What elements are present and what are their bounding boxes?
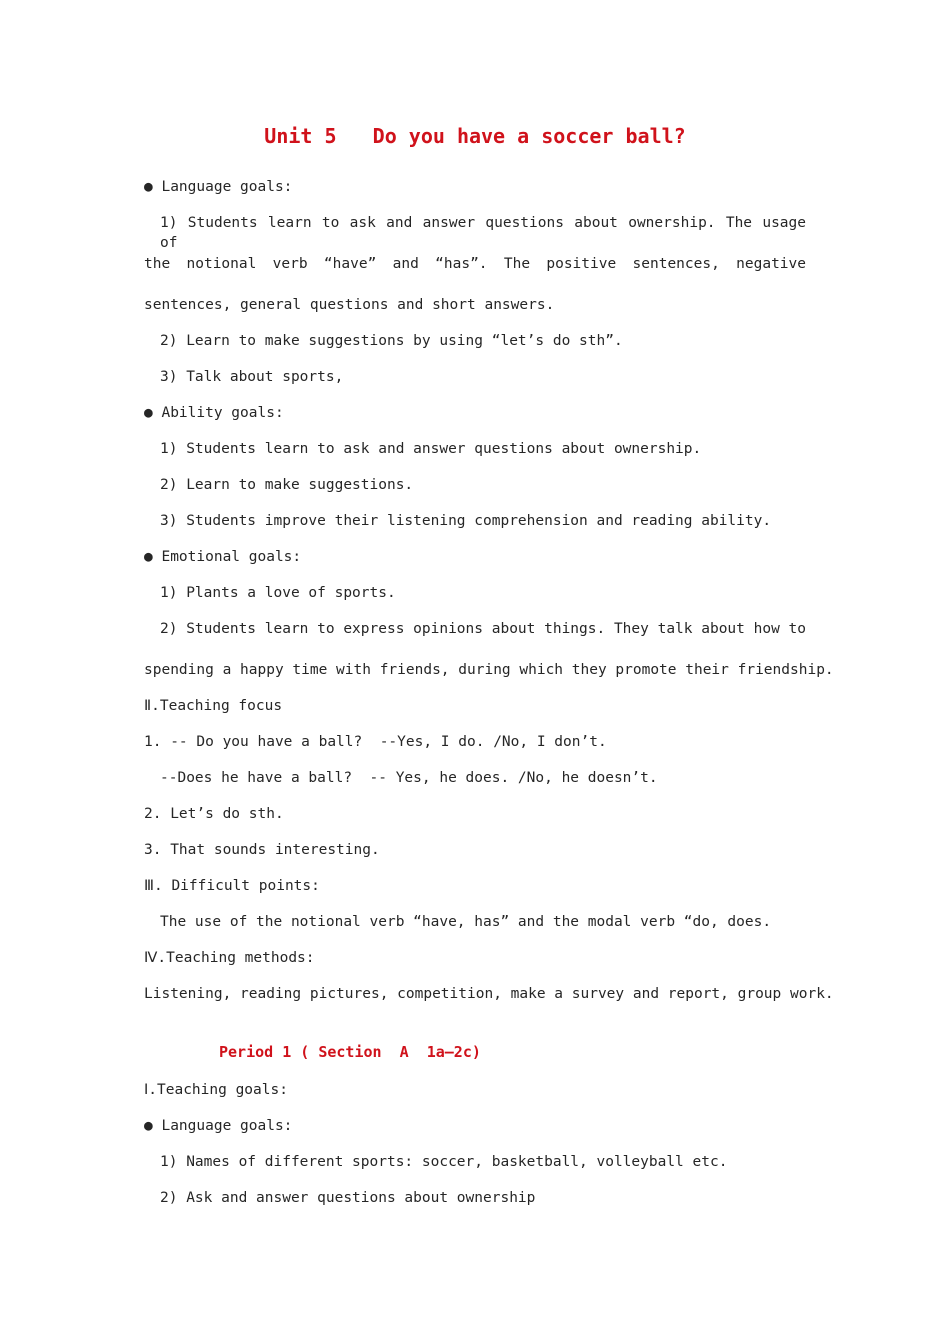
section-heading-teaching-methods: Ⅳ.Teaching methods: [144,950,315,966]
section-heading-language-goals: ● Language goals: [144,179,293,195]
paragraph-line: The use of the notional verb “have, has” and the modal verb “do, does. [160,914,772,930]
list-item: 3. That sounds interesting. [144,842,380,858]
period-heading: Period 1 ( Section A 1a—2c) [219,1043,481,1061]
paragraph-line: Listening, reading pictures, competition, make a survey and report, group work. [144,986,834,1002]
list-item: 2) Learn to make suggestions. [160,477,414,493]
section-heading-ability-goals: ● Ability goals: [144,405,284,421]
section-heading-language-goals: ● Language goals: [144,1118,293,1134]
list-item: 3) Students improve their listening comprehension and reading ability. [160,513,772,529]
list-item: 2. Let’s do sth. [144,806,284,822]
unit-title: Unit 5 Do you have a soccer ball? [264,124,686,148]
section-heading-difficult-points: Ⅲ. Difficult points: [144,878,320,894]
list-item: 1. -- Do you have a ball? --Yes, I do. /No, I don’t. [144,734,607,750]
list-item: 1) Plants a love of sports. [160,585,396,601]
list-item: 2) Learn to make suggestions by using “let’s do sth”. [160,333,623,349]
list-item: 1) Names of different sports: soccer, basketball, volleyball etc. [160,1154,728,1170]
paragraph-line: sentences, general questions and short answers. [144,297,555,313]
section-heading-emotional-goals: ● Emotional goals: [144,549,302,565]
paragraph-line: 2) Students learn to express opinions about things. They talk about how to [160,621,807,637]
paragraph-line: spending a happy time with friends, during which they promote their friendship. [144,662,834,678]
paragraph-line: 1) Students learn to ask and answer questions about ownership. The usage of [160,215,806,251]
list-item: --Does he have a ball? -- Yes, he does. /No, he doesn’t. [160,770,658,786]
paragraph-line: the notional verb “have” and “has”. The positive sentences, negative [144,256,806,272]
list-item: 1) Students learn to ask and answer questions about ownership. [160,441,702,457]
section-heading-teaching-goals: Ⅰ.Teaching goals: [144,1082,288,1098]
section-heading-teaching-focus: Ⅱ.Teaching focus [144,698,283,714]
list-item: 2) Ask and answer questions about ownership [160,1190,536,1206]
list-item: 3) Talk about sports, [160,369,344,385]
